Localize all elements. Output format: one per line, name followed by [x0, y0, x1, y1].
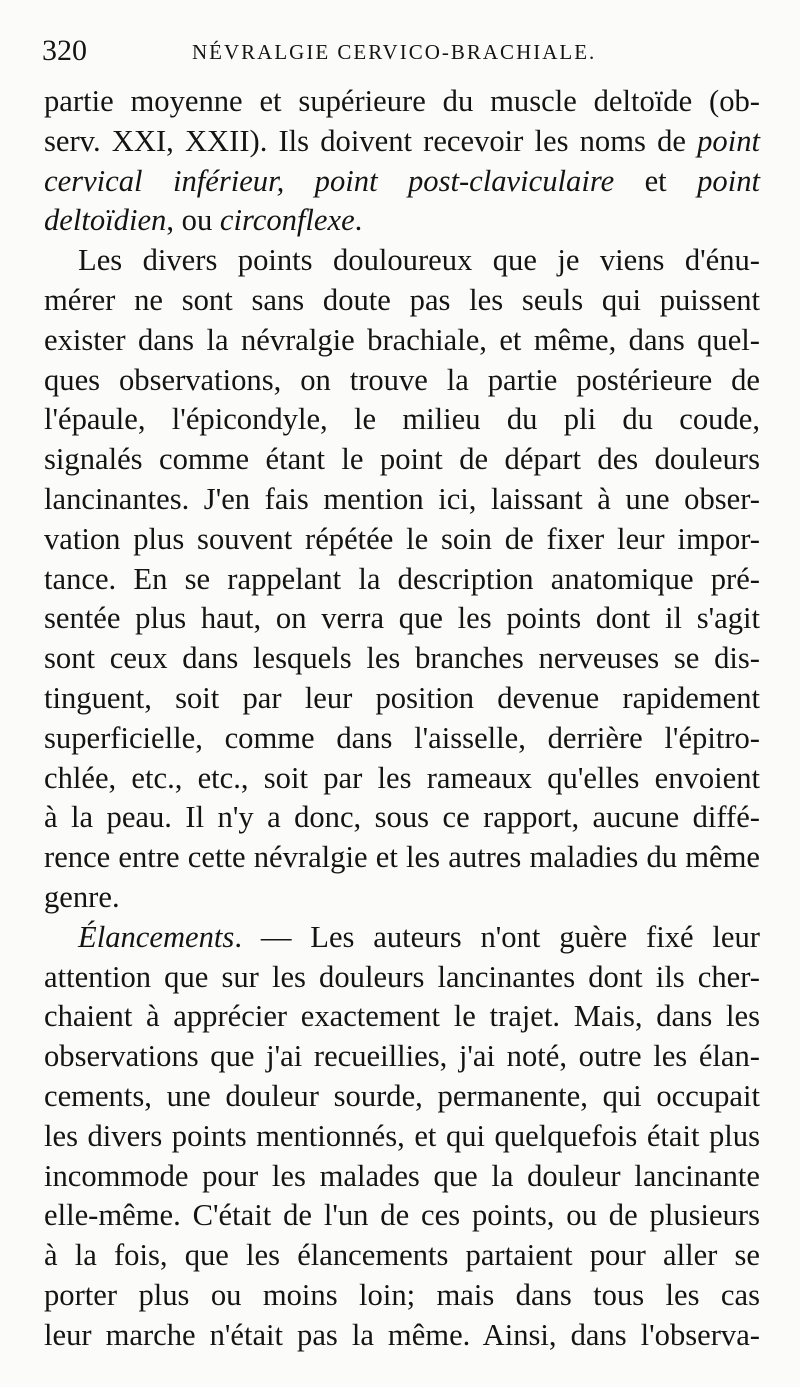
text-line — [44, 361, 760, 401]
italic-text-segment: Élancements — [78, 919, 235, 954]
text-line — [44, 201, 760, 241]
text-segment: elle-même. C'était de l'un de ces points, ou de plusieurs — [44, 1198, 760, 1233]
running-head: NÉVRALGIE CERVICO-BRACHIALE. — [192, 40, 597, 64]
text-segment: . — Les auteurs n'ont guère fixé leur — [234, 919, 760, 954]
text-segment: signalés comme étant le point de départ des douleurs — [44, 442, 760, 477]
text-line — [44, 520, 760, 560]
text-segment: tance. En se rappelant la description anatomique pré- — [44, 561, 760, 596]
text-segment: Les divers points douloureux que je viens d'énu- — [78, 243, 760, 278]
text-line — [44, 1157, 760, 1197]
text-line — [44, 281, 760, 321]
text-line — [44, 122, 760, 162]
text-segment: l'épaule, l'épicondyle, le milieu du pli du coude, — [44, 402, 760, 437]
text-line — [44, 1037, 760, 1077]
text-line — [44, 1276, 760, 1316]
text-line — [44, 878, 760, 918]
text-segment: , ou — [166, 203, 220, 238]
italic-text-segment: circonflexe — [219, 203, 355, 238]
text-segment: vation plus souvent répétée le soin de fixer leur impor- — [44, 521, 760, 556]
text-line — [44, 400, 760, 440]
text-line — [44, 1316, 760, 1356]
text-line — [44, 440, 760, 480]
italic-text-segment: deltoïdien — [44, 203, 167, 238]
text-line — [44, 798, 760, 838]
page-header — [42, 34, 762, 74]
text-line — [44, 480, 760, 520]
text-line — [44, 1236, 760, 1276]
text-segment: tinguent, soit par leur position devenue rapidement — [44, 680, 760, 715]
text-segment: . — [354, 203, 363, 238]
text-segment: à la fois, que les élancements partaient pour aller se — [44, 1238, 760, 1273]
italic-text-segment: cervical inférieur, point post-claviculaire — [44, 163, 615, 198]
body-text — [44, 82, 760, 1356]
text-line — [44, 82, 760, 122]
text-segment: genre. — [44, 879, 120, 914]
text-line — [44, 1196, 760, 1236]
text-segment: ques observations, on trouve la partie postérieure de — [44, 362, 760, 397]
text-segment: partie moyenne et supérieure du muscle deltoïde (ob- — [44, 84, 760, 118]
text-segment: à la peau. Il n'y a donc, sous ce rapport, aucune diffé- — [44, 800, 760, 835]
italic-text-segment: point — [697, 123, 760, 158]
text-segment: porter plus ou moins loin; mais dans tous les cas — [44, 1277, 760, 1312]
text-segment: attention que sur les douleurs lancinantes dont ils cher- — [44, 959, 760, 994]
italic-text-segment: point — [697, 163, 760, 198]
text-segment: et — [614, 163, 698, 198]
text-line — [44, 679, 760, 719]
text-segment: leur marche n'était pas la même. Ainsi, dans l'observa- — [44, 1317, 760, 1352]
text-line — [44, 599, 760, 639]
text-segment: superficielle, comme dans l'aisselle, derrière l'épitro- — [44, 720, 760, 755]
text-line — [44, 241, 760, 281]
text-line — [44, 838, 760, 878]
text-segment: rence entre cette névralgie et les autres maladies du même — [44, 840, 760, 875]
text-line — [44, 1117, 760, 1157]
text-line — [44, 997, 760, 1037]
text-line — [44, 759, 760, 799]
text-line — [44, 719, 760, 759]
text-segment: chlée, etc., etc., soit par les rameaux qu'elles envoient — [44, 760, 760, 795]
text-segment: exister dans la névralgie brachiale, et même, dans quel- — [44, 322, 760, 357]
text-segment: mérer ne sont sans doute pas les seuls qui puissent — [44, 282, 760, 317]
text-line — [44, 162, 760, 202]
text-segment: les divers points mentionnés, et qui quelquefois était plus — [44, 1118, 760, 1153]
text-segment: observations que j'ai recueillies, j'ai noté, outre les élan- — [44, 1039, 760, 1074]
text-segment: serv. XXI, XXII). Ils doivent recevoir les noms de — [44, 123, 698, 158]
text-line — [44, 639, 760, 679]
text-segment: incommode pour les malades que la douleur lancinante — [44, 1158, 760, 1193]
text-segment: cements, une douleur sourde, permanente, qui occupait — [44, 1078, 760, 1113]
text-line — [44, 958, 760, 998]
page-number: 320 — [42, 34, 87, 67]
text-segment: chaient à apprécier exactement le trajet. Mais, dans les — [44, 999, 760, 1034]
text-segment: sont ceux dans lesquels les branches nerveuses se dis- — [44, 641, 760, 676]
text-line — [44, 321, 760, 361]
text-segment: sentée plus haut, on verra que les points dont il s'agit — [44, 601, 760, 636]
text-line — [44, 1077, 760, 1117]
text-segment: lancinantes. J'en fais mention ici, laissant à une obser- — [44, 481, 760, 516]
text-line — [44, 918, 760, 958]
text-line — [44, 560, 760, 600]
